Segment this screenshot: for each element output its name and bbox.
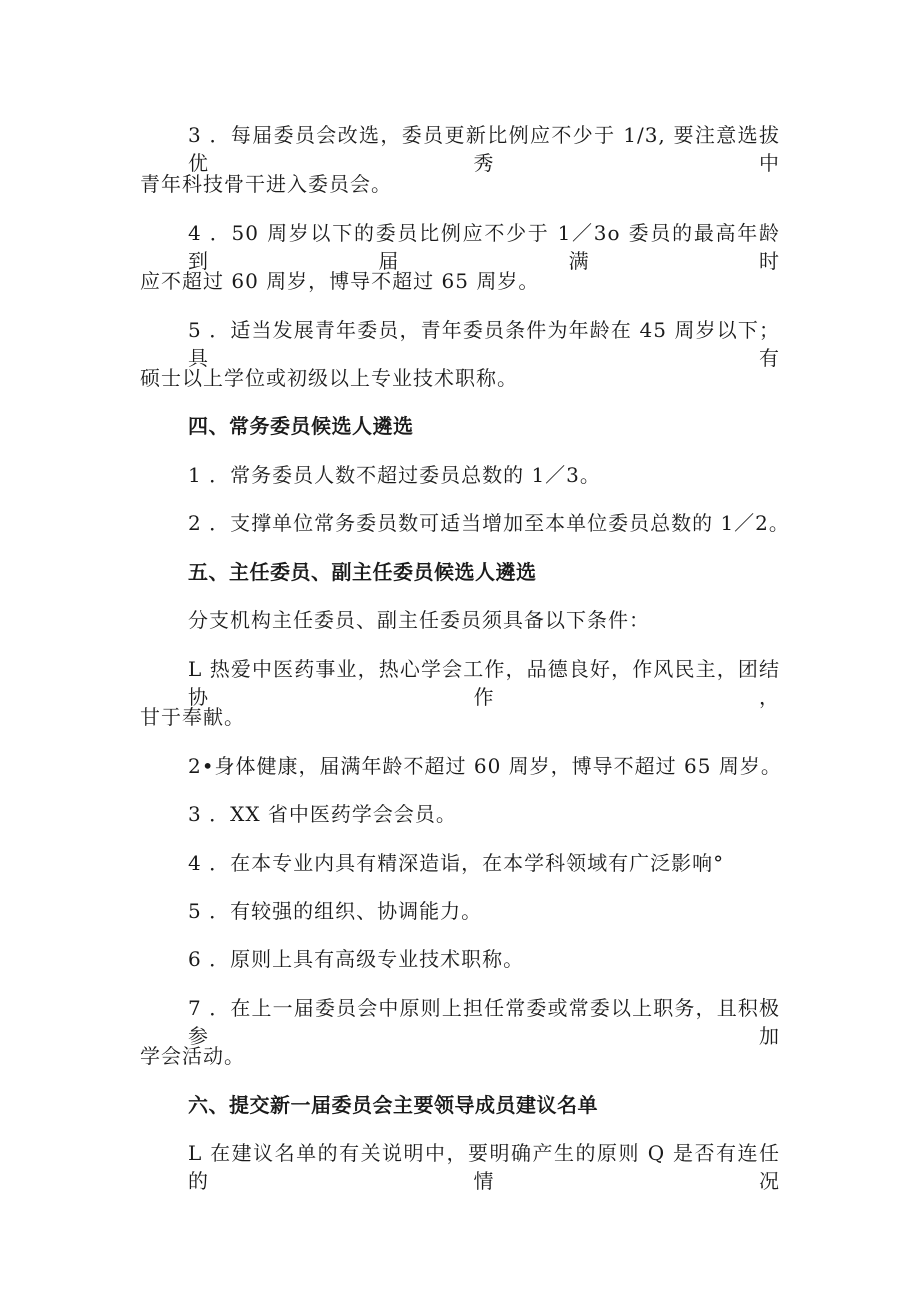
section-5-item-7-line-2: 学会活动。	[140, 1044, 245, 1068]
section-6-item-1-line-1: L 在建议名单的有关说明中，要明确产生的原则 Q 是否有连任的情况	[188, 1141, 780, 1193]
paragraph-4-line-1: 4 ．50 周岁以下的委员比例应不少于 1／3o 委员的最高年龄到届满时	[188, 221, 780, 273]
section-5-item-5: 5 ．有较强的组织、协调能力。	[188, 899, 483, 923]
section-5-item-1-line-1: L 热爱中医药事业，热心学会工作，品德良好，作风民主，团结协作，	[188, 657, 780, 709]
section-5-item-4: 4 ．在本专业内具有精深造诣，在本学科领域有广泛影响°	[188, 851, 725, 875]
section-5-item-1-line-2: 甘于奉献。	[140, 705, 245, 729]
section-5-heading: 五、主任委员、副主任委员候选人遴选	[188, 560, 537, 584]
section-5-item-3: 3 ．XX 省中医药学会会员。	[188, 802, 457, 826]
section-5-intro: 分支机构主任委员、副主任委员须具备以下条件：	[188, 608, 650, 632]
paragraph-5-line-1: 5 ．适当发展青年委员，青年委员条件为年龄在 45 周岁以下；具有	[188, 318, 780, 370]
paragraph-4-line-2: 应不超过 60 周岁，博导不超过 65 周岁。	[140, 269, 540, 293]
paragraph-5-line-2: 硕士以上学位或初级以上专业技术职称。	[140, 366, 518, 390]
section-5-item-6: 6 ．原则上具有高级专业技术职称。	[188, 947, 525, 971]
section-4-item-1: 1 ．常务委员人数不超过委员总数的 1／3。	[188, 463, 601, 487]
paragraph-3-line-1: 3 ．每届委员会改选，委员更新比例应不少于 1/3, 要注意选拔优秀中	[188, 123, 780, 175]
section-5-item-2: 2•身体健康，届满年龄不超过 60 周岁，博导不超过 65 周岁。	[188, 754, 782, 778]
paragraph-3-line-2: 青年科技骨干进入委员会。	[140, 172, 392, 196]
section-5-item-7-line-1: 7 ．在上一届委员会中原则上担任常委或常委以上职务，且积极参加	[188, 996, 780, 1048]
section-4-heading: 四、常务委员候选人遴选	[188, 414, 414, 438]
section-4-item-2: 2 ．支撑单位常务委员数可适当增加至本单位委员总数的 1／2。	[188, 511, 790, 535]
section-6-heading: 六、提交新一届委员会主要领导成员建议名单	[188, 1093, 598, 1117]
